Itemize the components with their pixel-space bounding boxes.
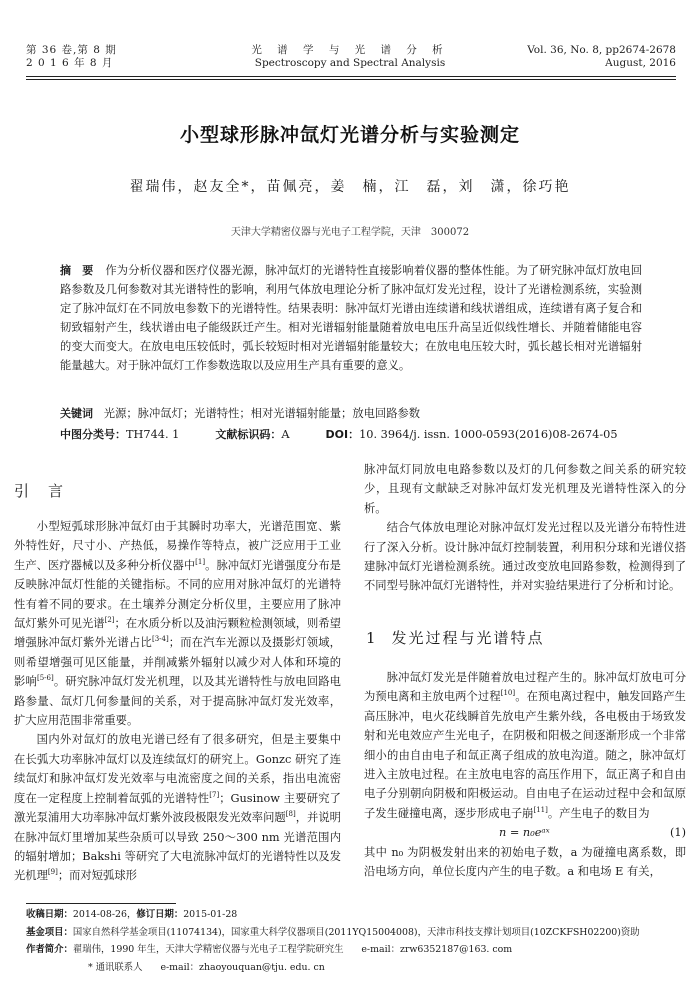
citation[interactable]: [8] (285, 810, 296, 819)
intro-paragraph-2: 国内外对氙灯的放电光谱已经有了很多研究，但是主要集中在长弧大功率脉冲氙灯以及连续氙灯的研究上。Gonzc 研究了连续氙灯和脉冲氙灯发光效率与电流密度之间的关系，指出电流密度在一定程度上控制着氙弧的光谱特性[7]；Gusinow 主要研究了激光泵浦用大功率脉冲氙灯紫外波段极限发光效率问题[8]，并说明在脉冲氙灯里增加某些杂质可以导致 250～300 nm 光谱范围内的辐射增加；Bakshi 等研究了大电流脉冲氙灯的光谱特性以及发光机理[9]；而对短弧球形 (14, 733, 341, 883)
journal-name-en: Spectroscopy and Spectral Analysis (254, 57, 446, 69)
classification-line (60, 425, 650, 444)
section-1-paragraph-2: 其中 n₀ 为阴极发射出来的初始电子数，a 为碰撞电离系数，即沿电场方向，单位长度内产生的电子数。a 和电场 E 有关， (364, 845, 686, 879)
section-1-paragraph-1: 脉冲氙灯发光是伴随着放电过程产生的。脉冲氙灯放电可分为预电离和主放电两个过程[10]。在预电离过程中，触发回路产生高压脉冲，电火花线瞬首先放电产生紫外线，各电极由于场致发射和光电效应产生光电子，在阴极和阳极之间逐渐形成一个非常细小的由自由电子和氙正离子组成的放电沟道。随之，脉冲氙灯进入主放电过程。在主放电电容的高压作用下，氙正离子和自由电子分别朝向阴极和阳极运动。自由电子在运动过程中会和氙原子发生碰撞电离，逐步形成电子崩[11]。产生电子的数目为 (364, 671, 686, 820)
section-1-heading (366, 627, 666, 648)
right-paragraph-1: 脉冲氙灯同放电电路参数以及灯的几何参数之间关系的研究较少，且现有文献缺乏对脉冲氙灯发光机理及光谱特性深入的分析。 (364, 463, 686, 515)
citation[interactable]: [9] (47, 868, 58, 877)
keywords-label: 关键词 (60, 407, 93, 420)
journal-volume-cn: 第 36 卷,第 8 期 (26, 44, 117, 56)
left-column (14, 517, 341, 886)
fund-text: 国家自然科学基金项目(11074134)，国家重大科学仪器项目(2011YQ15004008)，天津市科技支撑计划项目(10ZCKFSH02200)资助 (72, 926, 640, 938)
footnote-rule (26, 903, 176, 904)
footnotes (26, 906, 686, 976)
received-date: 2014-08-26， (72, 909, 137, 920)
paper-authors: 翟瑞伟，赵友全*，苗佩亮，姜 楠，江 磊，刘 潇，徐巧艳 (129, 179, 571, 195)
intro-paragraph-1: 小型短弧球形脉冲氙灯由于其瞬时功率大，光谱范围宽、紫外特性好，尺寸小、产热低，易操作等特点，被广泛应用于工业生产、医疗器械以及多种分析仪器中[1]。脉冲氙灯光谱强度分布是反映脉冲氙灯性能的关键指标。不同的应用对脉冲氙灯的光谱特性有着不同的要求。在土壤养分测定分析仪里，主要应用了脉冲氙灯紫外可见光谱[2]；在水质分析以及油污颗粒检测领域，则希望增强脉冲氙灯紫外光谱占比[3-4]；而在汽车光源以及摄影灯领域，则希望增强可见区能量，并削减紫外辐射以减少对人体和环境的影响[5-6]。研究脉冲氙灯发光机理，以及其光谱特性与放电回路电路参量、氙灯几何参量间的关系，对于提高脉冲氙灯发光效率，扩大应用范围非常重要。 (14, 520, 341, 728)
revised-label: 修订日期： (136, 909, 184, 920)
keywords-text: 光源；脉冲氙灯；光谱特性；相对光谱辐射能量；放电回路参数 (103, 407, 421, 420)
citation[interactable]: [11] (533, 806, 548, 815)
clc-label: 中图分类号： (60, 428, 126, 441)
doi-label: DOI： (325, 428, 360, 441)
footnote-dates (26, 906, 686, 924)
author-text: 翟瑞伟，1990 年生，天津大学精密仪器与光电子工程学院研究生 (72, 944, 344, 955)
clc-value: TH744. 1 (126, 428, 180, 441)
abstract-label: 摘 要 (60, 264, 94, 277)
footnote-author (26, 941, 686, 959)
journal-date-cn: 2 0 1 6 年 8 月 (26, 57, 114, 69)
keywords (60, 404, 650, 423)
doi-value: 10. 3964/j. issn. 1000-0593(2016)08-2674-05 (359, 428, 618, 441)
intro-heading: 引 言 (14, 482, 66, 500)
section-number: 1 (366, 629, 378, 647)
header-rule-thick (26, 76, 676, 77)
section-title: 发光过程与光谱特点 (391, 629, 545, 647)
citation[interactable]: [2] (104, 616, 115, 625)
equation-number: (1) (669, 826, 686, 840)
journal-name-block (230, 44, 470, 70)
footnote-corresponding (26, 959, 686, 977)
citation[interactable]: [10] (500, 689, 516, 698)
paper-title: 小型球形脉冲氙灯光谱分析与实验测定 (179, 124, 520, 146)
doccode-label: 文献标识码： (215, 428, 282, 441)
header-rule-thin (26, 79, 676, 80)
journal-volume-block (26, 44, 226, 70)
fund-label: 基金项目： (26, 926, 73, 938)
corresponding-label: * 通讯联系人 (88, 961, 143, 973)
citation[interactable]: [1] (195, 558, 206, 567)
doccode-value: A (281, 428, 290, 441)
right-column-top (364, 460, 686, 596)
journal-date-en: August, 2016 (605, 57, 676, 69)
journal-volume-en-block (456, 44, 676, 70)
journal-volume-en: Vol. 36, No. 8, pp2674-2678 (527, 44, 676, 56)
paper-affiliation: 天津大学精密仪器与光电子工程学院，天津 300072 (230, 227, 470, 238)
author-email[interactable]: e-mail：zrw6352187@163. com (361, 944, 513, 955)
citation[interactable]: [3-4] (151, 635, 169, 644)
equation-1 (364, 823, 686, 842)
author-label: 作者简介： (26, 944, 73, 955)
abstract (60, 261, 642, 375)
equation-body: n = n₀eᵃˣ (499, 826, 550, 840)
citation[interactable]: [5-6] (36, 674, 54, 683)
right-column-body (364, 668, 686, 881)
journal-name-cn: 光 谱 学 与 光 谱 分 析 (251, 44, 449, 56)
corresponding-email[interactable]: e-mail：zhaoyouquan@tju. edu. cn (160, 961, 325, 973)
abstract-text: 作为分析仪器和医疗仪器光源，脉冲氙灯的光谱特性直接影响着仪器的整体性能。为了研究脉冲氙灯放电回路参数及几何参数对其光谱特性的影响，利用气体放电理论分析了脉冲氙灯发光过程，设计了光谱检测系统，实验测定了脉冲氙灯在不同放电参数下的光谱特性。结果表明：脉冲氙灯光谱由连续谱和线状谱组成，连续谱有离子复合和韧致辐射产生，线状谱由电子能级跃迁产生。相对光谱辐射能量随着放电电压升高呈近似线性增长、并随着储能电容的变大而变大。在放电电压较低时，弧长较短时相对光谱辐射能量较大；在放电电压较大时，弧长越长相对光谱辐射能量越大。对于脉冲氙灯工作参数选取以及应用生产具有重要的意义。 (60, 264, 642, 372)
citation[interactable]: [7] (209, 790, 220, 799)
revised-date: 2015-01-28 (183, 909, 238, 920)
received-label: 收稿日期： (26, 909, 73, 920)
right-paragraph-2: 结合气体放电理论对脉冲氙灯发光过程以及光谱分布特性进行了深入分析。设计脉冲氙灯控制装置，利用积分球和光谱仪搭建脉冲氙灯光谱检测系统。通过改变放电回路参数，检测得到了不同型号脉冲氙灯光谱特性，并对实验结果进行了分析和讨论。 (364, 521, 686, 593)
footnote-fund (26, 924, 686, 942)
